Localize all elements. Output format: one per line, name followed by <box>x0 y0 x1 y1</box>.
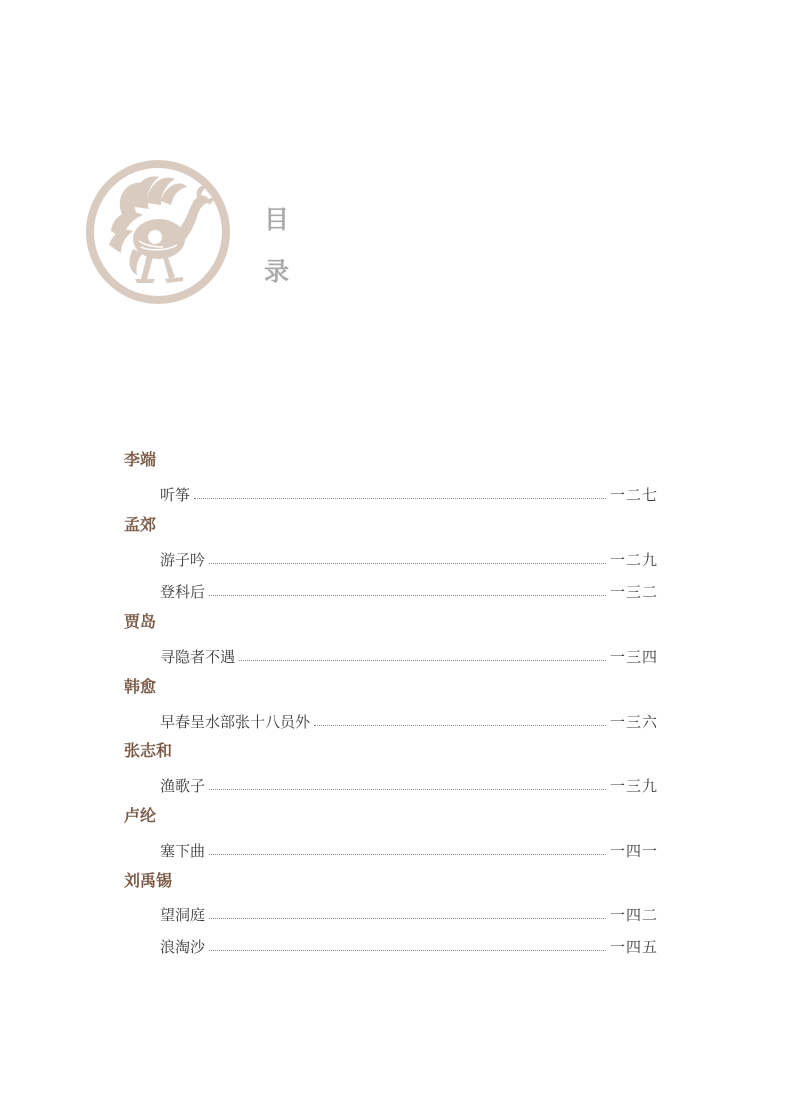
toc-author: 贾岛 <box>124 612 157 631</box>
toc-entry[interactable] <box>160 774 658 794</box>
toc-author: 张志和 <box>124 741 173 760</box>
toc-entry[interactable] <box>160 645 658 665</box>
toc-author: 卢纶 <box>124 806 157 825</box>
toc-entry-title: 游子吟 <box>160 551 206 569</box>
toc-entry[interactable] <box>160 580 658 600</box>
toc-entry-page: 一四一 <box>609 842 658 860</box>
leader-dots <box>209 789 606 790</box>
toc-entry[interactable] <box>160 839 658 859</box>
toc-entry-page: 一三六 <box>609 713 658 731</box>
leader-dots <box>209 563 606 564</box>
toc-entry-page: 一四五 <box>609 938 658 956</box>
toc-entry-page: 一三四 <box>609 648 658 666</box>
toc-entry[interactable] <box>160 710 658 730</box>
toc-author: 李端 <box>124 450 157 469</box>
toc-entry-title: 早春呈水部张十八员外 <box>160 713 311 731</box>
toc-entry-title: 渔歌子 <box>160 777 206 795</box>
toc-entry[interactable] <box>160 903 658 923</box>
toc-author: 韩愈 <box>124 677 157 696</box>
toc-entry-title: 浪淘沙 <box>160 938 206 956</box>
leader-dots <box>209 854 606 855</box>
toc-author: 孟郊 <box>124 515 157 534</box>
leader-dots <box>239 660 606 661</box>
toc-entry-page: 一三二 <box>609 583 658 601</box>
toc-entry-page: 一四二 <box>609 906 658 924</box>
toc-entry[interactable] <box>160 548 658 568</box>
toc-entry-page: 一二九 <box>609 551 658 569</box>
page-title-char-1: 目 <box>264 205 290 234</box>
toc-entry-title: 登科后 <box>160 583 206 601</box>
leader-dots <box>209 950 606 951</box>
toc-entry-page: 一二七 <box>609 486 658 504</box>
leader-dots <box>194 498 606 499</box>
toc-author: 刘禹锡 <box>124 871 173 890</box>
leader-dots <box>209 918 606 919</box>
toc-entry-title: 听筝 <box>160 486 191 504</box>
toc-entry-title: 寻隐者不遇 <box>160 648 236 666</box>
toc-entry-title: 塞下曲 <box>160 842 206 860</box>
page-title-char-2: 录 <box>264 257 290 286</box>
toc-entry[interactable] <box>160 483 658 503</box>
leader-dots <box>209 595 606 596</box>
toc-entry-page: 一三九 <box>609 777 658 795</box>
toc-entry-title: 望洞庭 <box>160 906 206 924</box>
toc-entry[interactable] <box>160 935 658 955</box>
leader-dots <box>314 725 606 726</box>
